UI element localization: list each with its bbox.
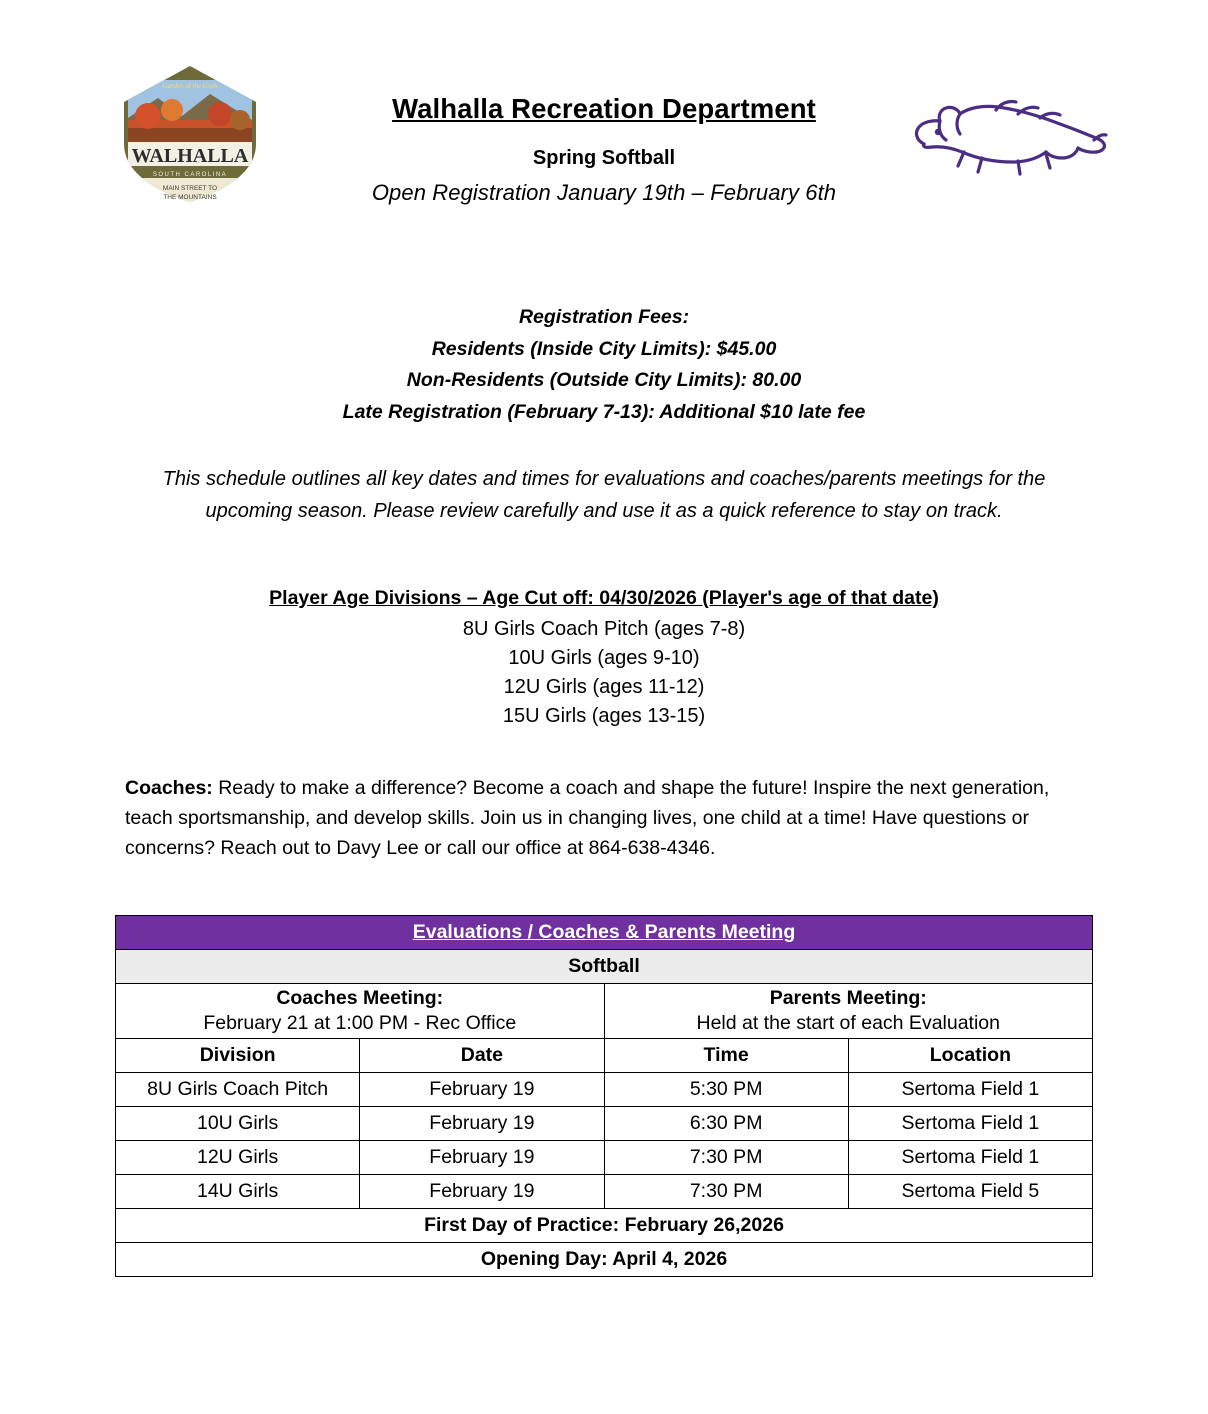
intro-paragraph: This schedule outlines all key dates and times for evaluations and coaches/parents meetings for the upcoming season. Please review carefully and use it as a quick reference to stay on track. xyxy=(162,468,1046,522)
table-row xyxy=(116,1141,1093,1175)
cell-time: 7:30 PM xyxy=(604,1175,848,1209)
cell-location: Sertoma Field 5 xyxy=(848,1175,1092,1209)
cell-division: 8U Girls Coach Pitch xyxy=(116,1073,360,1107)
schedule-table-wrapper xyxy=(95,915,1113,1277)
division-item-12u: 12U Girls (ages 11-12) xyxy=(503,675,705,698)
cell-date: February 19 xyxy=(360,1107,604,1141)
walhalla-city-logo xyxy=(110,58,270,208)
logo-top-text: Garden of the Gods xyxy=(162,82,218,90)
coaches-paragraph xyxy=(95,773,1113,864)
parents-meeting-title: Parents Meeting: xyxy=(769,987,927,1010)
coaches-meeting-cell xyxy=(116,984,605,1039)
razorback-mascot-logo xyxy=(908,90,1113,180)
cell-division: 14U Girls xyxy=(116,1175,360,1209)
divisions-title: Player Age Divisions – Age Cut off: 04/30/2026 (Player's age of that date) xyxy=(269,586,939,609)
coaches-meeting-detail: February 21 at 1:00 PM - Rec Office xyxy=(203,1012,517,1035)
schedule-banner: Evaluations / Coaches & Parents Meeting xyxy=(116,916,1093,950)
table-opening-day-row xyxy=(116,1243,1093,1277)
logo-main-text: WALHALLA xyxy=(131,145,249,167)
registration-fees xyxy=(95,302,1113,428)
column-header-date: Date xyxy=(360,1039,604,1073)
column-header-location: Location xyxy=(848,1039,1092,1073)
logo-tagline-2: THE MOUNTAINS xyxy=(163,194,217,201)
table-row xyxy=(116,1107,1093,1141)
parents-meeting-cell xyxy=(604,984,1093,1039)
logo-sub-text: SOUTH CAROLINA xyxy=(152,172,228,178)
fees-line-late: Late Registration (February 7-13): Additional $10 late fee xyxy=(342,400,866,423)
division-item-10u: 10U Girls (ages 9-10) xyxy=(508,646,700,669)
column-header-division: Division xyxy=(116,1039,360,1073)
opening-day: Opening Day: April 4, 2026 xyxy=(116,1243,1093,1277)
column-header-time: Time xyxy=(604,1039,848,1073)
division-item-8u: 8U Girls Coach Pitch (ages 7-8) xyxy=(462,617,746,640)
document-header xyxy=(95,40,1113,230)
parents-meeting-detail: Held at the start of each Evaluation xyxy=(696,1012,1001,1035)
table-banner-row xyxy=(116,916,1093,950)
fees-line-nonresident: Non-Residents (Outside City Limits): 80.00 xyxy=(406,369,802,392)
cell-division: 12U Girls xyxy=(116,1141,360,1175)
cell-location: Sertoma Field 1 xyxy=(848,1073,1092,1107)
page-subtitle: Spring Softball xyxy=(532,147,676,169)
evaluations-schedule-table xyxy=(115,915,1093,1277)
registration-window: Open Registration January 19th – February 6th xyxy=(371,180,837,205)
logo-tagline-1: MAIN STREET TO xyxy=(162,185,218,192)
cell-time: 6:30 PM xyxy=(604,1107,848,1141)
cell-location: Sertoma Field 1 xyxy=(848,1107,1092,1141)
coaches-meeting-title: Coaches Meeting: xyxy=(276,987,444,1010)
player-age-divisions xyxy=(95,587,1113,731)
table-row xyxy=(116,1175,1093,1209)
table-first-practice-row xyxy=(116,1209,1093,1243)
table-sport-row xyxy=(116,950,1093,984)
division-item-15u: 15U Girls (ages 13-15) xyxy=(502,704,706,727)
schedule-sport: Softball xyxy=(116,950,1093,984)
cell-time: 5:30 PM xyxy=(604,1073,848,1107)
cell-date: February 19 xyxy=(360,1175,604,1209)
coaches-label: Coaches: xyxy=(125,776,213,799)
first-day-of-practice: First Day of Practice: February 26,2026 xyxy=(116,1209,1093,1243)
cell-date: February 19 xyxy=(360,1141,604,1175)
cell-location: Sertoma Field 1 xyxy=(848,1141,1092,1175)
table-row xyxy=(116,1073,1093,1107)
cell-date: February 19 xyxy=(360,1073,604,1107)
table-header-row xyxy=(116,1039,1093,1073)
page-title: Walhalla Recreation Department xyxy=(392,93,816,124)
cell-division: 10U Girls xyxy=(116,1107,360,1141)
cell-time: 7:30 PM xyxy=(604,1141,848,1175)
coaches-text: Ready to make a difference? Become a coach and shape the future! Inspire the next generation, teach sportsmanship, and develop skills. Join us in changing lives, one child at a time! Have questions or concerns? Reach out to Davy Lee or call our office at 864-638-4346. xyxy=(125,776,1050,860)
fees-heading: Registration Fees: xyxy=(518,306,690,328)
table-meetings-row xyxy=(116,984,1093,1039)
divisions-list xyxy=(95,615,1113,731)
fees-line-resident: Residents (Inside City Limits): $45.00 xyxy=(431,337,777,360)
